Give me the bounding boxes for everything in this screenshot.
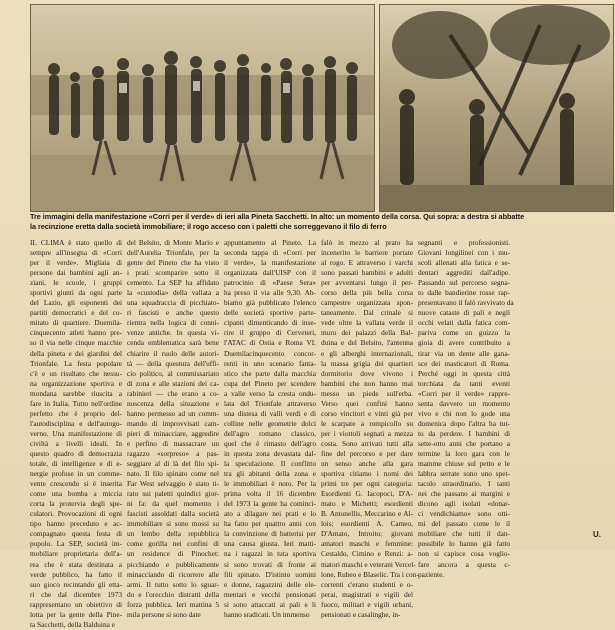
text-line: occhi velati dalla fatica com- xyxy=(418,318,510,328)
text-line: corso della più bella corsa xyxy=(321,288,413,298)
text-line: mobiliare che tutti il dan- xyxy=(418,529,510,539)
text-line: possibile lo hanno già fatto xyxy=(418,539,510,549)
text-line: al rogo. E attraverso i varchi xyxy=(321,258,413,268)
text-line: si sono attaccati ai pali e li xyxy=(224,599,316,609)
text-line: mitato di quartiere. Duemila- xyxy=(30,318,122,328)
text-line: fine del percorso e per dare xyxy=(321,448,413,458)
text-line: lata del Trionfale attraverso xyxy=(224,398,316,408)
text-line: ri che dal dicembre 1973 xyxy=(30,589,122,599)
text-line: presentavano il falò ravvivato da xyxy=(418,298,514,308)
article-column-1 xyxy=(30,238,122,629)
text-line: armi. Il tutto sotto lo sguar- xyxy=(127,579,219,589)
text-line: Giovani longilinei con i mu- xyxy=(418,248,510,258)
text-line: immobiliare si sono mossi su xyxy=(127,519,219,529)
text-line: civiltà a livelli ideali. In xyxy=(30,438,122,448)
text-line: non si capisce cosa voglio- xyxy=(418,549,510,559)
text-line: Duemilacinquecento concor- xyxy=(224,348,316,358)
text-line: noscenza della situazione e xyxy=(127,398,219,408)
text-line: stico che parte dalla macchia xyxy=(224,368,316,378)
text-line: la speculazione. Il conflitto xyxy=(224,459,316,469)
text-line: l'autodisciplina e dell'autogo- xyxy=(30,418,122,428)
text-line: pieri di minacciare, aggredire xyxy=(127,428,219,438)
text-line: mobiliare proprietaria dell'a- xyxy=(30,549,122,559)
text-line: persone dai bambini agli an- xyxy=(30,268,122,278)
text-line: costa. Sono arrivati tutti alla xyxy=(321,438,413,448)
text-line: a valle verso la cresta ondu- xyxy=(224,388,316,398)
text-line: dormitorio dove vivono i xyxy=(321,368,413,378)
text-line: vivo e chi non lo gode una xyxy=(418,408,510,418)
text-line: falò in mezzo al prato ha xyxy=(321,238,413,247)
text-line: del Belsito, di Monte Mario e xyxy=(127,238,219,247)
text-line: popolo. La SEP, società im- xyxy=(30,539,122,549)
photo-fence-bonfire-image xyxy=(380,5,613,211)
text-line: compagnato questa festa di xyxy=(30,529,122,539)
text-line: fuoco, militari e vigili urbani, xyxy=(321,599,413,609)
text-line: della pineta e dei giardini del xyxy=(30,348,122,358)
text-line: rientra nella logica di conni- xyxy=(127,318,219,328)
text-line: la massa grigia dei quartieri xyxy=(321,358,413,368)
text-line: colline nelle geometrie dolci xyxy=(224,418,316,428)
text-line: e perfino di massacrare un xyxy=(127,438,219,448)
text-line: muro dei palazzi della Bal- xyxy=(321,328,413,338)
article-column-5 xyxy=(418,238,514,579)
text-line: sportivi giunti da ogni parte xyxy=(30,288,122,298)
text-line: sono passati bambini e adulti xyxy=(321,268,413,278)
text-line: scoli allenati alla fatica e se- xyxy=(418,258,510,268)
text-line: correnti c'erano studenti e o- xyxy=(321,579,413,589)
text-line: lotta per la gente della Pine- xyxy=(30,609,122,619)
text-line: cupa del Pineto per scendere xyxy=(224,378,316,388)
text-line: rabinieri — che erano a co- xyxy=(127,388,219,398)
text-line: una squadraccia di picchiato- xyxy=(127,298,219,308)
text-line: sempre all'insegna di «Corri xyxy=(30,248,122,258)
text-line: rato sui paletti quindici gior- xyxy=(127,489,219,499)
text-line: una distesa di valli verdi e di xyxy=(224,408,316,418)
text-line: la «custodia» della vallata a xyxy=(127,288,219,298)
text-line: seggiare al di là del filo spi- xyxy=(127,459,219,469)
text-line: pensionati e casalinghe, in- xyxy=(321,609,401,619)
text-line: messo un piede sull'erba. xyxy=(321,388,413,398)
text-line: ato a dilagare nei prati e lo xyxy=(224,509,316,519)
text-line: chiarire il ruolo delle autori- xyxy=(127,348,219,358)
text-line: dicono agli isolati «donar- xyxy=(418,499,510,509)
text-line: tà — della questura dell'uffi- xyxy=(127,358,219,368)
text-line: dentari aggrediti dall'adipe. xyxy=(418,268,510,278)
text-line: perfetto che è proprio del- xyxy=(30,408,122,418)
photo-race-crowd xyxy=(30,4,375,212)
article-column-3 xyxy=(224,238,316,619)
text-line: partiti democratici e del co- xyxy=(30,308,122,318)
text-line: nuove cataste di pali e negli xyxy=(418,308,510,318)
text-line: torchiata da tanti eventi xyxy=(418,378,510,388)
text-line: to da perdere. I bambini di xyxy=(418,428,510,438)
text-line: nato. Il filo spinato come nel xyxy=(127,469,219,479)
text-line: dell'Aurelia Trionfale, per la xyxy=(127,248,219,258)
text-line: perai, magistrati e vigili del xyxy=(321,589,413,599)
text-line: mentari e vecchi pensionati xyxy=(224,589,316,599)
article-body xyxy=(30,238,612,629)
text-line: questo quadro di democrazia xyxy=(30,448,122,458)
text-line: l'ATAC di Ostia e Roma VI. xyxy=(224,338,316,348)
text-line: quel che è rimasto dell'agro xyxy=(224,438,316,448)
text-line: e donne, ragazzini delle ele- xyxy=(224,579,316,589)
text-line: ragazzo «sorpreso» a pas- xyxy=(127,448,219,458)
text-line: segnanti e professionisti. xyxy=(418,238,510,247)
text-line: forza pubblica. Ieri mattina 5 xyxy=(127,599,219,609)
text-line: come una bomba a miccia xyxy=(30,489,122,499)
text-line: una causa giusta. Ieri matti- xyxy=(224,539,316,549)
text-line: lois; esordienti A. Cameo, xyxy=(321,519,413,529)
author-signature: U. xyxy=(593,530,601,539)
text-line: gioia di avere contribuito a xyxy=(418,338,510,348)
text-line: nei che passano ai margini e xyxy=(418,489,510,499)
text-line: cinquecento atleti hanno pre- xyxy=(30,328,122,338)
text-line: fascisti assoldati dalla società xyxy=(127,509,219,519)
text-line: fare ancora a questa c- xyxy=(418,559,510,569)
text-line: Far West selvaggio è stato ti- xyxy=(127,479,219,489)
text-line: IL CLIMA è stato quello di xyxy=(30,238,122,247)
text-line: ri fascisti e anche questo xyxy=(127,308,219,318)
text-line: del 1973 la gente ha cominci- xyxy=(224,499,316,509)
text-line: in questa zona devastata dal- xyxy=(224,448,316,458)
text-line: do e l'orecchio distratti della xyxy=(127,589,219,599)
text-line: di zona e alle stazioni dei ca- xyxy=(127,378,219,388)
photo-caption xyxy=(30,212,612,232)
article-column-4 xyxy=(321,238,419,619)
photo-race-crowd-image xyxy=(31,5,374,211)
text-line: del Lazio, gli esponenti dei xyxy=(30,298,122,308)
text-line: Trionfale. La festa popolare xyxy=(30,358,122,368)
text-line: labbra serrate sono uno spet- xyxy=(418,469,510,479)
text-line: patrocinio di «Paese Sera» xyxy=(224,278,316,288)
text-line: mando di improvvisati cam- xyxy=(127,418,219,428)
text-line: tirar via un dente alle gana- xyxy=(418,348,510,358)
text-line: mi del passato come le il xyxy=(418,519,510,529)
text-line: «Corri per il verde» rappre- xyxy=(418,388,510,398)
text-line: lone, Rubeo e Blaselic. Tra i con- xyxy=(321,569,419,579)
text-line: so il via nelle cinque macchie xyxy=(30,338,122,348)
text-line: fare in Italia. Tutto nell'ordine xyxy=(30,398,122,408)
text-line: delle società sportive parte- xyxy=(224,308,316,318)
text-line: biamo già pubblicato l'elenco xyxy=(224,298,316,308)
text-line: dell'agro romano classico, xyxy=(224,428,316,438)
text-line: tacolo straordinario. I tanti xyxy=(418,479,510,489)
text-line: c'è e un risultato che nessu- xyxy=(30,368,122,378)
text-line: per il verde». Migliaia di xyxy=(30,258,122,268)
text-line: culatori. Provocazioni di ogni xyxy=(30,509,122,519)
text-line: Esordienti G. Iacopoci, D'A- xyxy=(321,489,413,499)
text-line: per avventarsi lungo il per- xyxy=(321,278,413,288)
text-line: cenda emblematica sarà bene xyxy=(127,338,219,348)
text-line: D'Amato, Introito; giovani xyxy=(321,529,413,539)
text-line: Perché oggi in questa città xyxy=(418,368,510,378)
text-line: cipanti dimenticando di inse- xyxy=(224,318,316,328)
text-line: hanno permesso ad un comm- xyxy=(127,408,219,418)
text-line: si sono trovati di fronte ai xyxy=(224,559,316,569)
text-line: nergie profuse in un comme- xyxy=(30,469,122,479)
text-line: verde pubblico, ha fatto il xyxy=(30,569,122,579)
text-line: un residence di Pinochet: xyxy=(127,549,219,559)
text-line: verno. Una manifestazione di xyxy=(30,428,122,438)
text-line: corta la protervia degli spe- xyxy=(30,499,122,509)
caption-line-2: la recinzione eretta dalla società immobiliare; il rogo acceso con i paletti che sorreggevano il filo di ferro xyxy=(30,222,387,231)
text-line: suo gioco recintando gli etta- xyxy=(30,579,122,589)
text-line: cemento. La SEP ha affidato xyxy=(127,278,219,288)
text-line: termine la loro gara con le xyxy=(418,448,510,458)
text-line: ziani, le scuole, i gruppi xyxy=(30,278,122,288)
text-line: ta Sacchetti, della Balduina e xyxy=(30,619,115,629)
text-line: matori maschi e veterani Vercel- xyxy=(321,559,416,569)
text-line: fili spinato. D'istinto uomini xyxy=(224,569,316,579)
text-line: duina e del Belsito, l'antenna xyxy=(321,338,413,348)
text-line: un senso anche alla gara xyxy=(321,459,413,469)
text-line: amatori maschi e femmine: xyxy=(321,539,413,549)
article-column-2 xyxy=(127,238,219,619)
text-line: mato e Michetti; esordienti xyxy=(321,499,413,509)
text-line: le scarpate a rompicollo su xyxy=(321,418,413,428)
text-line: ci vendichiamo» sono otti- xyxy=(418,509,510,519)
text-line: na i ragazzi in tuta sportiva xyxy=(224,549,316,559)
text-line: Cestaldo, Cimino e Renzi: a- xyxy=(321,549,413,559)
text-line: sportiva citiamo i nomi dei xyxy=(321,469,413,479)
text-line: senta davvero un momento xyxy=(418,398,510,408)
text-line: domenica dopo l'altra ha tut- xyxy=(418,418,510,428)
text-line: corso vincitori e vinti già per xyxy=(321,408,413,418)
text-line: picchiando e pubblicamente xyxy=(127,559,219,569)
text-line: come gorilla nei confini di xyxy=(127,539,219,549)
text-line: la convinzione di batterisi per xyxy=(224,529,316,539)
text-line: rire il gruppo di Cerveteri, xyxy=(224,328,316,338)
caption-line-1: Tre immagini della manifestazione «Corri per il verde» di ieri alla Pineta Sacchetti. In alto: un momento della corsa. Qui sopra: a destra si abbatte xyxy=(30,212,525,221)
photo-fence-bonfire xyxy=(379,4,614,212)
text-line: cio politico, al commissariato xyxy=(127,368,219,378)
text-line: Passando sul percorso segna- xyxy=(418,278,510,288)
text-line: campestre organizzata spon- xyxy=(321,298,413,308)
text-line: vede oltre la vallata verde il xyxy=(321,318,413,328)
text-line: le immobiliari è noto. Per la xyxy=(224,479,316,489)
text-line: totale, di intelligenze e di e- xyxy=(30,459,122,469)
text-line: organizzata dall'UISP con il xyxy=(224,268,316,278)
text-line: e gli alberghi internazionali, xyxy=(321,348,413,358)
text-line: to dalle bandierine rosse rap- xyxy=(418,288,510,298)
text-line: bambini che non hanno mai xyxy=(321,378,413,388)
text-line: il verde», la manifestazione xyxy=(224,258,316,268)
text-line: venze antiche. In questa vi- xyxy=(127,328,219,338)
text-line: sce dei masticatori di Roma. xyxy=(418,358,510,368)
text-line: incenerito le barriere portate xyxy=(321,248,413,258)
text-line: ni fa: da quel momento i xyxy=(127,499,219,509)
text-line: primi tre per ogni categoria: xyxy=(321,479,413,489)
text-line: pariva come un guizzo la xyxy=(418,328,510,338)
text-line: mondana sarebbe riuscita a xyxy=(30,388,122,398)
text-line: per i viottoli segnati a mezza xyxy=(321,428,413,438)
text-line: ha fatto per quattro anni con xyxy=(224,519,316,529)
text-line: ha preso il via alle 9,30. Ab- xyxy=(224,288,316,298)
text-line: i prati scomparire sotto il xyxy=(127,268,219,278)
text-line: B. Antonellis, Meccarino e Al- xyxy=(321,509,413,519)
text-line: renti in uno scenario fanta- xyxy=(224,358,316,368)
text-line: vente crescendo si è inserita xyxy=(30,479,122,489)
text-line: tra gli abitanti della zona e xyxy=(224,469,316,479)
text-line: un lembo della repubblica xyxy=(127,529,219,539)
text-line: taneamente. Dal crinale si xyxy=(321,308,413,318)
text-line: rappresentano un obiettivo di xyxy=(30,599,122,609)
text-line: Verso quei confini hanno xyxy=(321,398,413,408)
text-line: minacciando di ricorrere alle xyxy=(127,569,219,579)
text-line: tipo hanno preceduto e ac- xyxy=(30,519,122,529)
text-line: mila persone si sono date xyxy=(127,609,201,619)
text-line: prima volta il 16 dicembre xyxy=(224,489,316,499)
text-line: seconda tappa di «Corri per xyxy=(224,248,316,258)
text-line: na organizzazione sportiva e xyxy=(30,378,122,388)
text-line: appuntamento al Pineto. La xyxy=(224,238,316,247)
text-line: paziente. xyxy=(418,569,445,579)
text-line: sette-otto anni che portano a xyxy=(418,438,510,448)
text-line: rea che è stata destinata a xyxy=(30,559,122,569)
text-line: hanno sradicati. Un immenso xyxy=(224,609,310,619)
text-line: mamme chiuse sul petto e le xyxy=(418,459,510,469)
text-line: gente del Pineto che ha visto xyxy=(127,258,219,268)
